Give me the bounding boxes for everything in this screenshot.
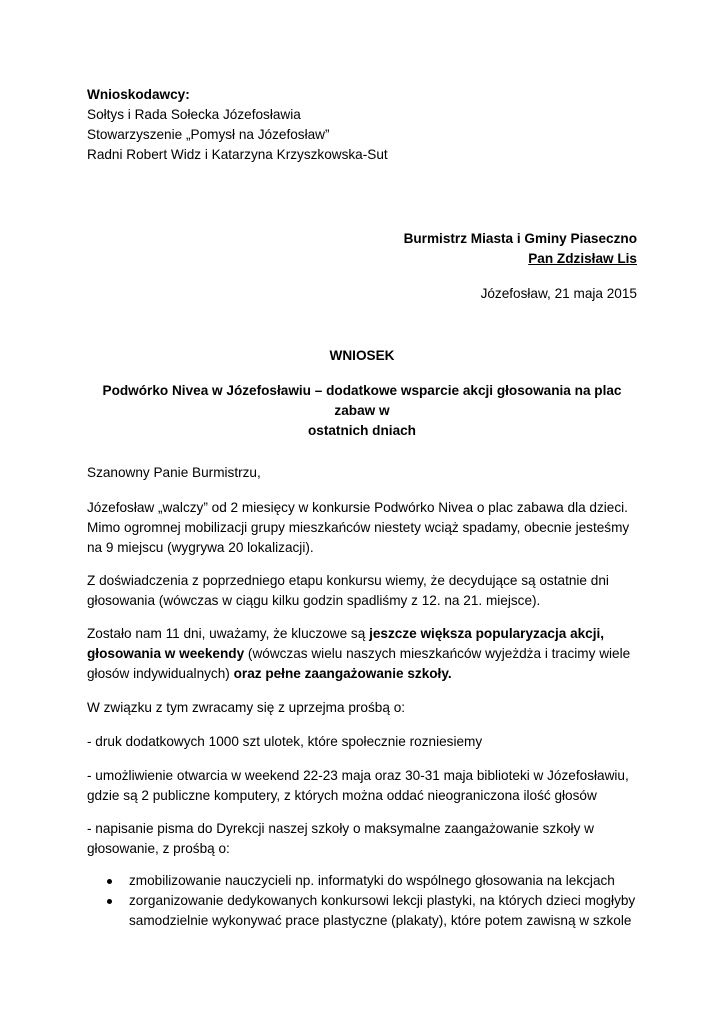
bullet-icon bbox=[107, 899, 112, 904]
paragraph-3: Zostało nam 11 dni, uważamy, że kluczowe są jeszcze większa popularyzacja akcji, głosowania w weekendy (wówczas wielu naszych mieszkańców wyjeżdża i tracimy wiele głosów indywidualnych) oraz pełne zaangażowanie szkoły. bbox=[87, 626, 631, 681]
document-title: WNIOSEK bbox=[329, 348, 395, 363]
place-date: Józefosław, 21 maja 2015 bbox=[480, 286, 637, 301]
applicant-line: Stowarzyszenie „Pomysł na Józefosław” bbox=[87, 127, 330, 142]
recipient-name: Pan Zdzisław Lis bbox=[528, 251, 637, 266]
paragraph-5: - druk dodatkowych 1000 szt ulotek, które społecznie rozniesiemy bbox=[87, 734, 483, 749]
applicant-line: Radni Robert Widz i Katarzyna Krzyszkowska-Sut bbox=[87, 147, 388, 162]
paragraph-4: W związku z tym zwracamy się z uprzejma prośbą o: bbox=[87, 700, 406, 715]
recipient-title: Burmistrz Miasta i Gminy Piaseczno bbox=[403, 231, 637, 246]
paragraph-1: Józefosław „walczy” od 2 miesięcy w konkursie Podwórko Nivea o plac zabawa dla dzieci. Mimo ogromnej mobilizacji grupy mieszkańców niestety wciąż spadamy, obecnie jesteśmy na 9 miejscu (wygrywa 20 lokalizacji). bbox=[87, 500, 630, 555]
applicant-line: Sołtys i Rada Sołecka Józefosławia bbox=[87, 107, 301, 122]
applicants-heading: Wnioskodawcy: bbox=[87, 87, 190, 102]
subject-line: ostatnich dniach bbox=[307, 423, 416, 438]
list-item: zorganizowanie dedykowanych konkursowi lekcji plastyki, na których dzieci mogłyby samodzielnie wykonywać prace plastyczne (plakaty), które potem zawisną w szkole bbox=[87, 891, 637, 931]
salutation: Szanowny Panie Burmistrzu, bbox=[87, 465, 261, 480]
bullet-icon bbox=[107, 879, 112, 884]
paragraph-2: Z doświadczenia z poprzedniego etapu konkursu wiemy, że decydujące są ostatnie dni głosowania (wówczas w ciągu kilku godzin spadliśmy z 12. na 21. miejsce). bbox=[87, 573, 609, 608]
applicants-block bbox=[87, 85, 637, 165]
subject-line: Podwórko Nivea w Józefosławiu – dodatkowe wsparcie akcji głosowania na plac zabaw w bbox=[102, 383, 622, 418]
list-item: zmobilizowanie nauczycieli np. informatyki do wspólnego głosowania na lekcjach bbox=[87, 871, 637, 891]
bullet-list bbox=[87, 871, 637, 931]
paragraph-6: - umożliwienie otwarcia w weekend 22-23 maja oraz 30-31 maja biblioteki w Józefosławiu, gdzie są 2 publiczne komputery, z których można oddać nieograniczona ilość głosów bbox=[87, 768, 629, 803]
subject bbox=[87, 381, 637, 441]
paragraph-7: - napisanie pisma do Dyrekcji naszej szkoły o maksymalne zaangażowanie szkoły w głosowanie, z prośbą o: bbox=[87, 821, 594, 856]
recipient-block bbox=[87, 229, 637, 269]
